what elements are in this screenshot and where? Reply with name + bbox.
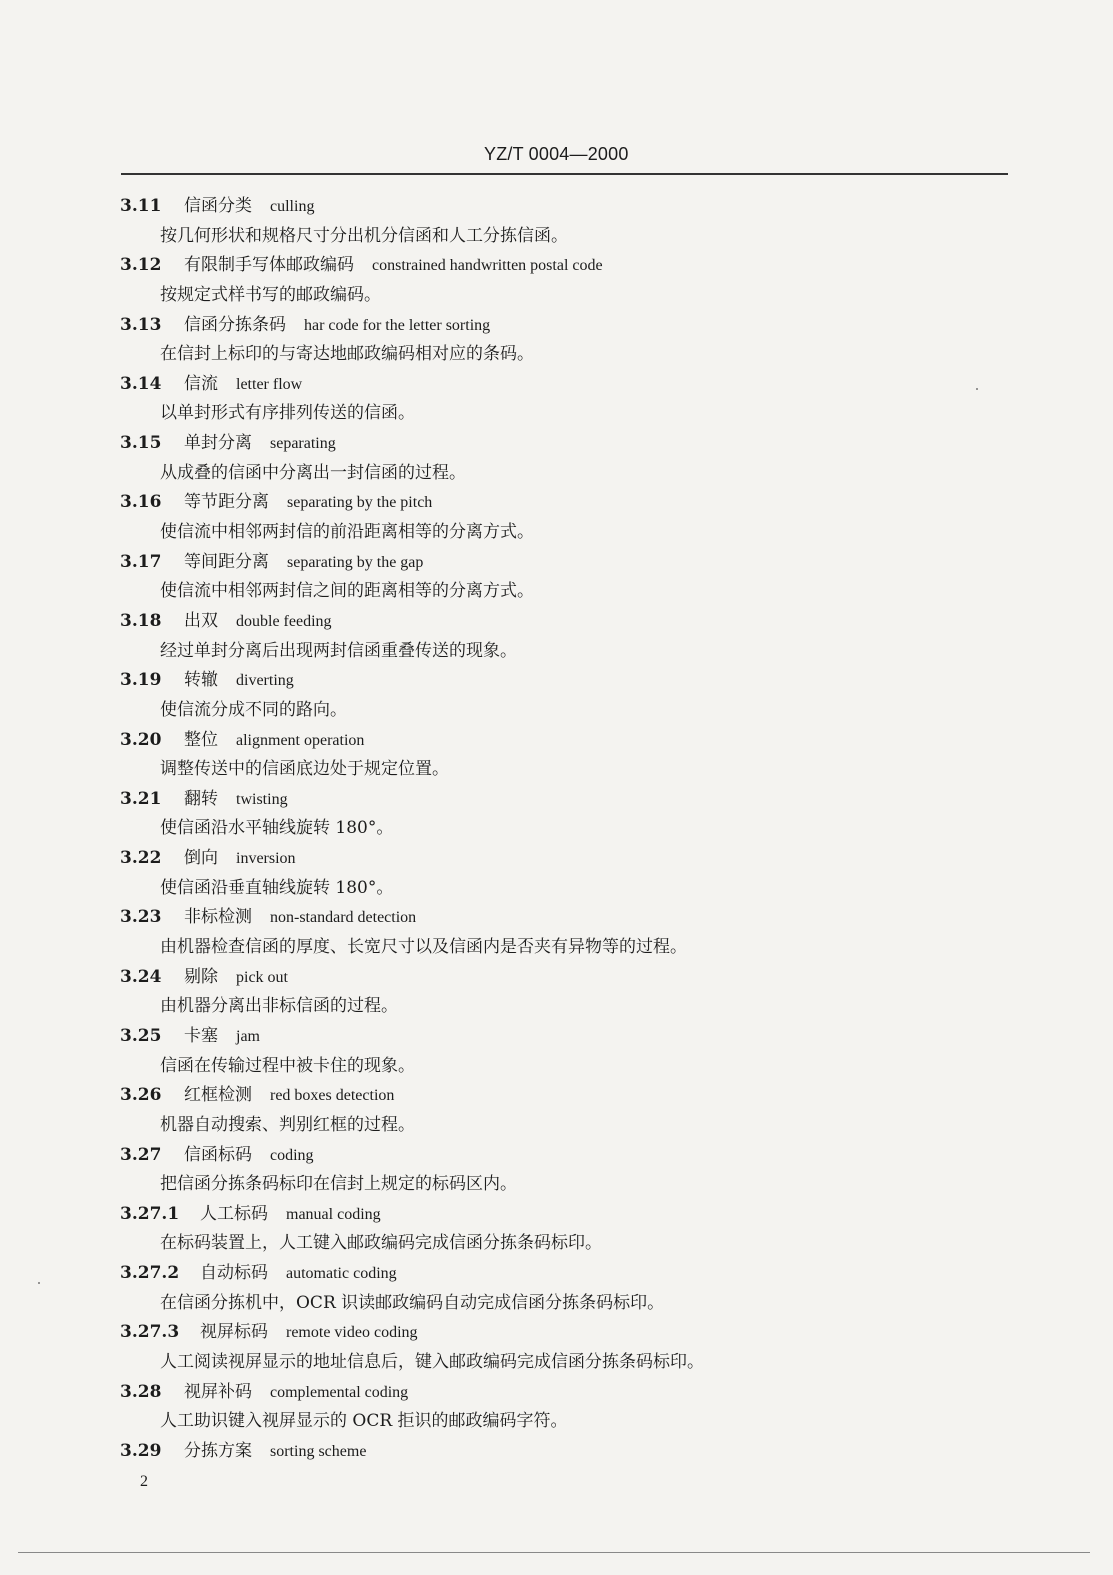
term-definition: 调整传送中的信函底边处于规定位置。 — [160, 759, 449, 780]
term-definition: 人工助识键入视屏显示的 OCR 拒识的邮政编码字符。 — [160, 1411, 568, 1432]
term-definition: 使信流分成不同的路向。 — [160, 699, 347, 720]
term-english: jam — [236, 1027, 260, 1045]
term-number: 3.18 — [120, 610, 162, 631]
term-line — [120, 1259, 1020, 1289]
term-line — [120, 1378, 1020, 1408]
term-number: 3.23 — [120, 907, 162, 928]
term-english: separating — [270, 435, 336, 453]
term-chinese: 卡塞 — [184, 1025, 218, 1046]
term-chinese: 倒向 — [184, 848, 218, 869]
footer-rule — [18, 1552, 1090, 1553]
term-english: separating by the pitch — [287, 494, 433, 512]
term-definition: 使信函沿垂直轴线旋转 180°。 — [160, 877, 394, 898]
term-definition: 人工阅读视屏显示的地址信息后，键入邮政编码完成信函分拣条码标印。 — [160, 1351, 704, 1372]
term-english: coding — [270, 1146, 314, 1164]
term-chinese: 整位 — [184, 729, 218, 750]
term-number: 3.28 — [120, 1381, 162, 1402]
term-chinese: 视屏补码 — [184, 1381, 252, 1402]
term-english: twisting — [236, 790, 288, 808]
term-line — [120, 251, 1020, 281]
term-line — [120, 548, 1020, 578]
term-line — [120, 1200, 1020, 1230]
term-english: culling — [270, 198, 315, 215]
header-rule — [121, 173, 1008, 175]
term-english: sorting scheme — [270, 1442, 367, 1460]
term-chinese: 信函分类 — [184, 196, 252, 216]
term-definition: 使信流中相邻两封信之间的距离相等的分离方式。 — [160, 581, 534, 602]
term-line — [120, 666, 1020, 696]
term-line — [120, 1081, 1020, 1111]
term-chinese: 红框检测 — [184, 1085, 252, 1106]
term-line — [120, 1141, 1020, 1171]
term-english: letter flow — [236, 375, 303, 393]
term-english: red boxes detection — [270, 1087, 395, 1105]
term-definition: 按几何形状和规格尺寸分出机分信函和人工分拣信函。 — [160, 225, 568, 246]
term-number: 3.12 — [120, 255, 162, 276]
term-chinese: 信流 — [184, 373, 218, 394]
term-chinese: 翻转 — [184, 788, 218, 809]
term-english: double feeding — [236, 612, 332, 630]
term-line — [120, 429, 1020, 459]
term-english: manual coding — [286, 1205, 381, 1223]
term-line — [120, 844, 1020, 874]
term-definition: 在信封上标印的与寄达地邮政编码相对应的条码。 — [160, 344, 534, 365]
term-number: 3.13 — [120, 314, 162, 335]
term-definition: 使信函沿水平轴线旋转 180°。 — [160, 818, 394, 839]
term-number: 3.17 — [120, 551, 162, 572]
term-english: non-standard detection — [270, 909, 417, 927]
term-line — [120, 1318, 1020, 1348]
term-definition: 按规定式样书写的邮政编码。 — [160, 284, 381, 305]
term-chinese: 等间距分离 — [184, 551, 269, 572]
term-number: 3.27.2 — [120, 1263, 180, 1284]
term-definition: 机器自动搜索、判别红框的过程。 — [160, 1114, 415, 1135]
term-english: separating by the gap — [287, 553, 424, 571]
term-definition: 以单封形式有序排列传送的信函。 — [160, 403, 415, 424]
term-number: 3.14 — [120, 373, 162, 394]
term-chinese: 人工标码 — [200, 1203, 268, 1224]
standard-code: YZ/T 0004—2000 — [484, 144, 629, 164]
term-number: 3.27.3 — [120, 1322, 180, 1343]
page-number: 2 — [140, 1473, 148, 1490]
term-chinese: 视屏标码 — [200, 1322, 268, 1343]
term-line — [120, 963, 1020, 993]
term-definition: 在标码装置上，人工键入邮政编码完成信函分拣条码标印。 — [160, 1233, 602, 1254]
term-line — [120, 726, 1020, 756]
term-chinese: 信函分拣条码 — [184, 314, 286, 335]
term-line — [120, 370, 1020, 400]
term-chinese: 有限制手写体邮政编码 — [184, 255, 354, 276]
term-english: alignment operation — [236, 731, 365, 749]
term-definition: 由机器分离出非标信函的过程。 — [160, 996, 398, 1017]
term-english: complemental coding — [270, 1383, 409, 1401]
term-number: 3.20 — [120, 729, 162, 750]
term-line — [120, 311, 1020, 341]
term-number: 3.24 — [120, 966, 162, 987]
term-chinese: 单封分离 — [184, 433, 252, 454]
scan-speck — [976, 388, 978, 390]
term-english: pick out — [236, 968, 288, 986]
term-number: 3.22 — [120, 848, 162, 869]
term-line — [120, 1022, 1020, 1052]
term-english: constrained handwritten postal code — [372, 257, 603, 275]
term-definition: 从成叠的信函中分离出一封信函的过程。 — [160, 462, 466, 483]
term-definition: 把信函分拣条码标印在信封上规定的标码区内。 — [160, 1174, 517, 1195]
term-english: har code for the letter sorting — [304, 316, 491, 334]
term-number: 3.16 — [120, 492, 162, 513]
term-english: diverting — [236, 672, 294, 690]
term-number: 3.26 — [120, 1085, 162, 1106]
term-definition: 经过单封分离后出现两封信函重叠传送的现象。 — [160, 640, 517, 661]
term-chinese: 非标检测 — [184, 907, 252, 928]
term-line — [120, 192, 1020, 222]
term-number: 3.19 — [120, 670, 162, 691]
term-english: inversion — [236, 850, 296, 868]
term-chinese: 出双 — [184, 610, 218, 631]
term-line — [120, 903, 1020, 933]
term-chinese: 自动标码 — [200, 1263, 268, 1284]
term-number: 3.11 — [120, 196, 162, 216]
term-chinese: 转辙 — [184, 670, 218, 691]
term-number: 3.25 — [120, 1025, 162, 1046]
scan-speck — [38, 1282, 40, 1284]
term-number: 3.27 — [120, 1144, 162, 1165]
term-definition: 信函在传输过程中被卡住的现象。 — [160, 1055, 415, 1076]
term-number: 3.27.1 — [120, 1203, 180, 1224]
term-chinese: 信函标码 — [184, 1144, 252, 1165]
term-number: 3.29 — [120, 1440, 162, 1461]
term-line — [120, 1437, 1020, 1467]
term-english: remote video coding — [286, 1324, 418, 1342]
term-chinese: 剔除 — [184, 966, 218, 987]
term-line — [120, 488, 1020, 518]
term-chinese: 分拣方案 — [184, 1440, 252, 1461]
term-number: 3.21 — [120, 788, 162, 809]
term-chinese: 等节距分离 — [184, 492, 269, 513]
term-line — [120, 607, 1020, 637]
term-line — [120, 785, 1020, 815]
term-english: automatic coding — [286, 1265, 397, 1283]
term-definition: 由机器检查信函的厚度、长宽尺寸以及信函内是否夹有异物等的过程。 — [160, 937, 687, 958]
term-definition: 在信函分拣机中，OCR 识读邮政编码自动完成信函分拣条码标印。 — [160, 1292, 665, 1313]
term-list — [120, 192, 1020, 1467]
term-number: 3.15 — [120, 433, 162, 454]
term-definition: 使信流中相邻两封信的前沿距离相等的分离方式。 — [160, 522, 534, 543]
